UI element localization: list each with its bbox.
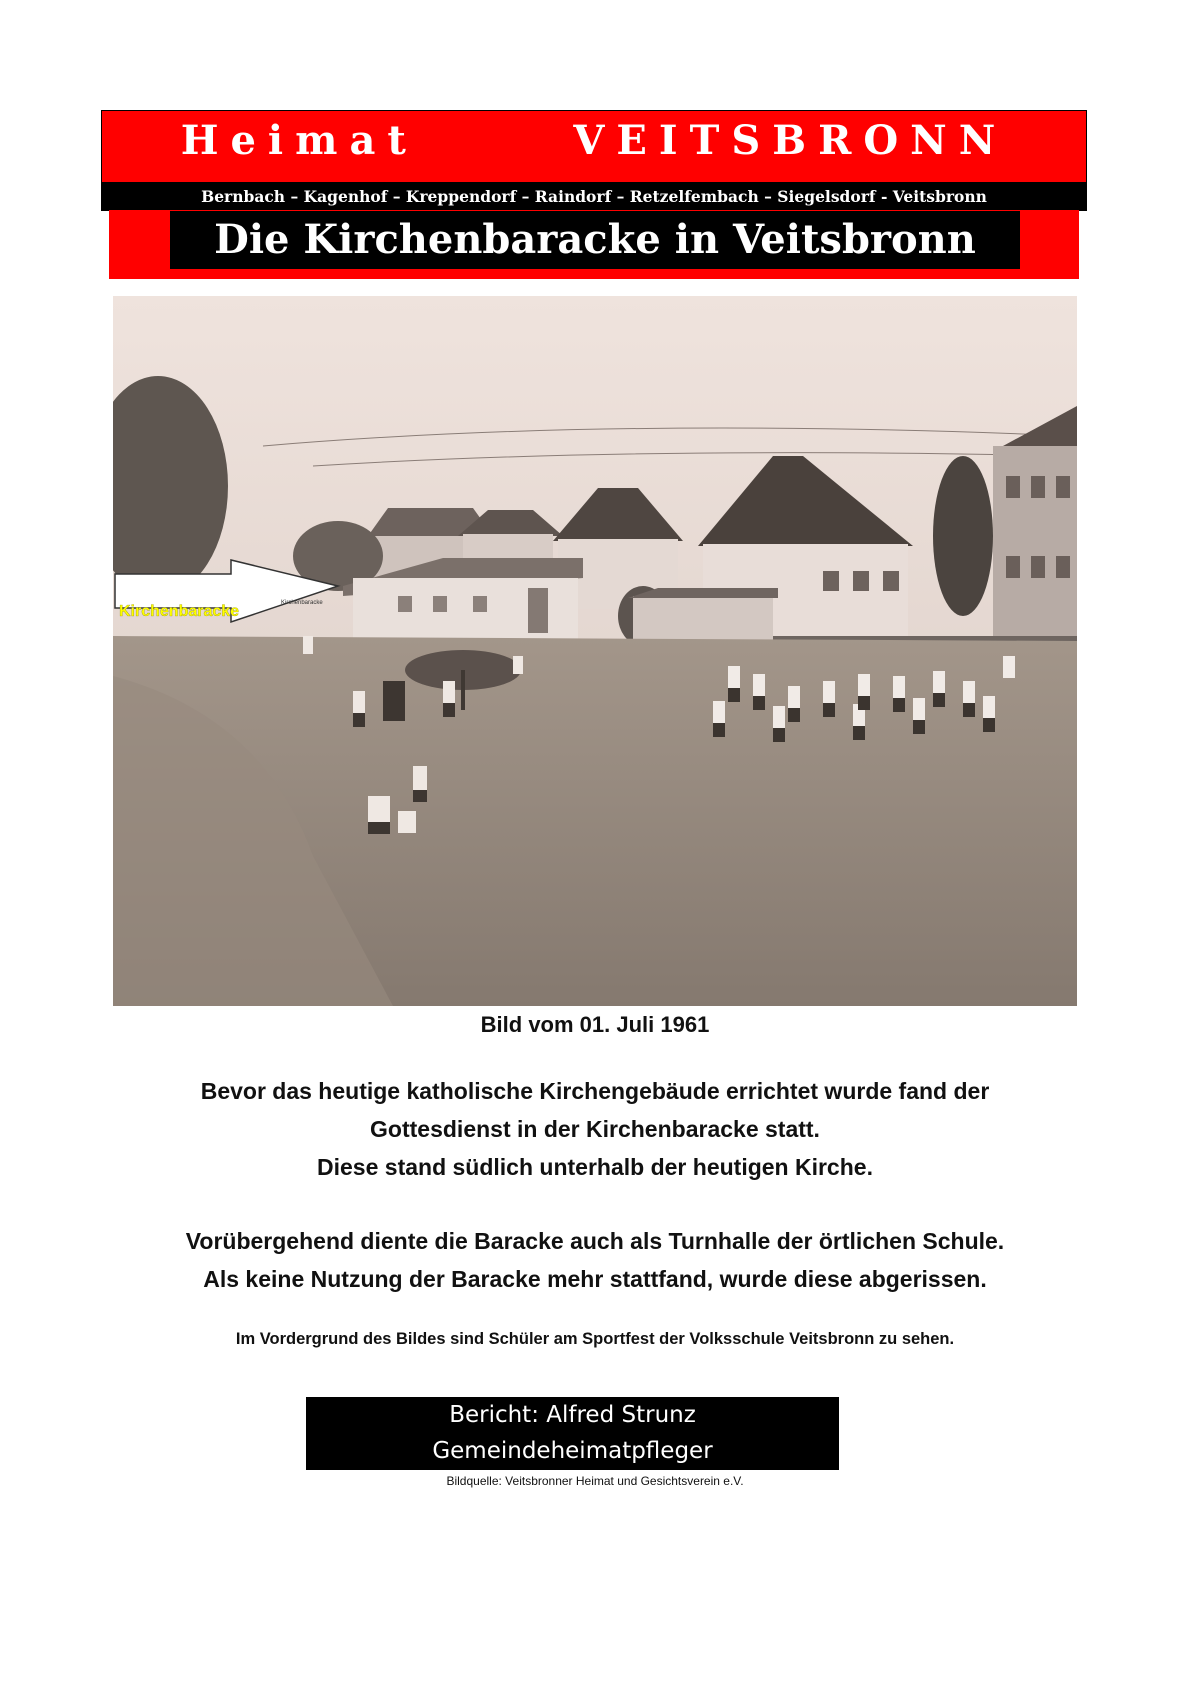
paragraph-line: Gottesdienst in der Kirchenbaracke statt. (370, 1116, 820, 1142)
photo-caption: Bild vom 01. Juli 1961 (480, 1012, 710, 1037)
arrow-label: Kirchenbaracke (119, 603, 240, 620)
paragraph-line: Bevor das heutige katholische Kirchengebäude errichtet wurde fand der (200, 1078, 990, 1104)
image-source: Bildquelle: Veitsbronner Heimat und Gesichtsverein e.V. (446, 1474, 744, 1488)
paragraph-history (0, 1072, 1190, 1186)
report-author: Bericht: Alfred Strunz (449, 1402, 696, 1428)
paragraph-line: Diese stand südlich unterhalb der heutigen Kirche. (317, 1154, 873, 1180)
arrow-small-label: Kirchenbaracke (281, 600, 323, 606)
page-title: Die Kirchenbaracke in Veitsbronn (170, 211, 1020, 269)
villages-bar: Bernbach – Kagenhof – Kreppendorf – Raindorf – Retzelfembach – Siegelsdorf - Veitsbronn (101, 183, 1087, 211)
photo-note: Im Vordergrund des Bildes sind Schüler am Sportfest der Volksschule Veitsbronn zu sehen. (235, 1330, 955, 1348)
photo-illustration (113, 296, 1077, 1006)
header-title: Heimat VEITSBRONN (180, 117, 1008, 164)
paragraph-usage (0, 1222, 1190, 1298)
paragraph-line: Vorübergehend diente die Baracke auch als Turnhalle der örtlichen Schule. (185, 1228, 1005, 1254)
header-banner (101, 110, 1087, 183)
historic-photo (113, 296, 1077, 1006)
report-role: Gemeindeheimatpfleger (432, 1438, 713, 1464)
report-box (306, 1397, 839, 1470)
paragraph-line: Als keine Nutzung der Baracke mehr stattfand, wurde diese abgerissen. (203, 1266, 987, 1292)
